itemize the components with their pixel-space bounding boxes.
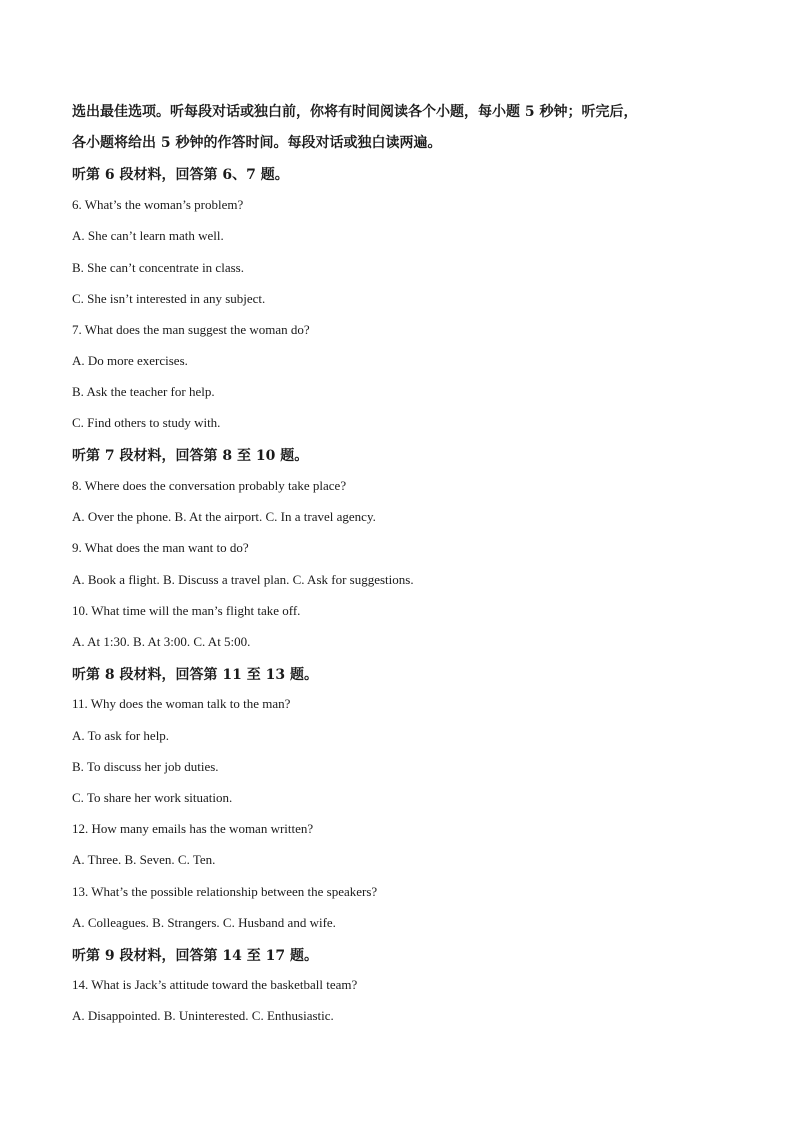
option-6a: A. She can’t learn math well. xyxy=(72,228,224,243)
question-7: 7. What does the man suggest the woman do? xyxy=(72,322,310,337)
question-11: 11. Why does the woman talk to the man? xyxy=(72,696,291,711)
option-11a: A. To ask for help. xyxy=(72,728,170,743)
options-10: A. At 1:30. B. At 3:00. C. At 5:00. xyxy=(72,634,251,649)
question-13: 13. What’s the possible relationship between the speakers? xyxy=(72,884,378,899)
section-heading: 听第 8 段材料，回答第 11 至 13 题。 xyxy=(72,667,318,683)
intro-line-1: 选出最佳选项。听每段对话或独白前，你将有时间阅读各个小题，每小题 5 秒钟；听完后， xyxy=(72,104,638,120)
intro-line-2: 各小题将给出 5 秒钟的作答时间。每段对话或独白读两遍。 xyxy=(72,135,442,151)
question-6: 6. What’s the woman’s problem? xyxy=(72,197,244,212)
section-heading: 听第 7 段材料，回答第 8 至 10 题。 xyxy=(72,448,309,464)
question-9: 9. What does the man want to do? xyxy=(72,540,249,555)
question-12: 12. How many emails has the woman written? xyxy=(72,821,314,836)
options-13: A. Colleagues. B. Strangers. C. Husband and wife. xyxy=(72,915,336,930)
options-12: A. Three. B. Seven. C. Ten. xyxy=(72,852,216,867)
section-heading: 听第 6 段材料，回答第 6、7 题。 xyxy=(72,167,289,183)
options-9: A. Book a flight. B. Discuss a travel plan. C. Ask for suggestions. xyxy=(72,572,414,587)
option-6b: B. She can’t concentrate in class. xyxy=(72,260,244,275)
option-11b: B. To discuss her job duties. xyxy=(72,759,219,774)
option-11c: C. To share her work situation. xyxy=(72,790,233,805)
options-8: A. Over the phone. B. At the airport. C. In a travel agency. xyxy=(72,509,376,524)
option-7c: C. Find others to study with. xyxy=(72,415,221,430)
option-7b: B. Ask the teacher for help. xyxy=(72,384,215,399)
option-7a: A. Do more exercises. xyxy=(72,353,188,368)
question-10: 10. What time will the man’s flight take off. xyxy=(72,603,301,618)
question-14: 14. What is Jack’s attitude toward the basketball team? xyxy=(72,977,358,992)
options-14: A. Disappointed. B. Uninterested. C. Enthusiastic. xyxy=(72,1008,334,1023)
question-8: 8. Where does the conversation probably take place? xyxy=(72,478,347,493)
option-6c: C. She isn’t interested in any subject. xyxy=(72,291,266,306)
section-heading: 听第 9 段材料，回答第 14 至 17 题。 xyxy=(72,948,318,964)
